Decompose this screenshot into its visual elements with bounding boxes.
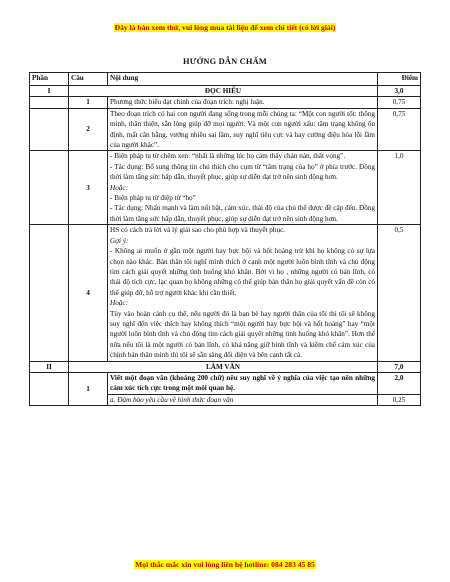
question-number: 1	[69, 372, 108, 405]
header-phan: Phần	[30, 73, 69, 86]
section-number: I	[30, 86, 69, 97]
answer-score: 0,75	[378, 108, 421, 151]
answer-line: - Không ai muốn ở gần một người hay bực bội và hốt hoảng trừ khi họ không có sự lựa chọn nào khác. Bản thân tôi nghĩ mình thích ở cạnh một người luôn bình tĩnh và chủ động tìm cách giải quyết những tình huống khó khăn. Bởi vì họ , những người có bản lĩnh, có thái độ tích cực, lạc quan họ không những có thể giúp bản thân họ giải quyết vấn đề còn có thể giúp đỡ, hỗ trợ người khác khi cần thiết.	[110, 247, 375, 297]
answer-line: - Biện pháp tu từ chêm xen: “nhất là những lúc họ cảm thấy chán nản, thất vọng”.	[110, 152, 346, 161]
section-number: II	[30, 361, 69, 372]
section-row-lam-van	[30, 361, 421, 372]
alternative-label: Hoặc:	[110, 183, 128, 192]
hotline-notice-text: Mọi thắc mắc xin vui lòng liên hệ hotline: 084 283 45 85	[135, 560, 315, 569]
grading-table	[29, 72, 421, 406]
section-score: 7,0	[378, 361, 421, 372]
answer-line: HS có cách trả lời và lý giải sao cho phù hợp và thuyết phục.	[110, 226, 286, 235]
table-row	[30, 151, 421, 225]
answer-line: - Tác dụng: Bổ sung thông tin chú thích cho cụm từ “tâm trạng của họ” ở phía trước. Đồng thời làm tăng sức hấp dẫn, thuyết phục, giúp sự diễn đạt trở nên sinh động hơn.	[110, 162, 375, 182]
section-score: 3,0	[378, 86, 421, 97]
table-row	[30, 108, 421, 151]
answer-content	[108, 151, 378, 225]
table-row	[30, 97, 421, 108]
answer-line: - Tác dụng: Nhấn mạnh và làm nổi bật, cảm xúc, thái độ của chủ thể được đề cập đến. Đồng thời làm tăng sức hấp dẫn, thuyết phục, giúp sự diễn đạt trở nên sinh động hơn.	[110, 204, 375, 223]
table-row	[30, 372, 421, 394]
section-title: ĐỌC HIỂU	[69, 86, 378, 97]
criterion-a: a. Đảm bảo yêu cầu về hình thức đoạn văn	[108, 394, 378, 405]
question-number: 2	[69, 108, 108, 151]
section-title: LÀM VĂN	[69, 361, 378, 372]
preview-notice-text: Đây là bản xem thử, vui lòng mua tài liệu để xem chi tiết (có lời giải)	[114, 23, 336, 32]
question-number: 1	[69, 97, 108, 108]
answer-content: Phương thức biểu đạt chính của đoạn trích: nghị luận.	[108, 97, 378, 108]
task-score: 2,0	[378, 372, 421, 394]
answer-score: 0,5	[378, 225, 421, 361]
header-cau: Câu	[69, 73, 108, 86]
table-row	[30, 225, 421, 361]
header-diem: Điểm	[378, 73, 421, 86]
hint-label: Gợi ý:	[110, 236, 129, 245]
section-row-doc-hieu	[30, 86, 421, 97]
criterion-a-score: 0,25	[378, 394, 421, 405]
preview-notice	[0, 23, 450, 32]
answer-score: 1,0	[378, 151, 421, 225]
answer-content: Theo đoạn trích có hai con người đang sống trong mỗi chúng ta: “Một con người tốt: thông minh, thân thiện, sẵn lòng giúp đỡ mọi người. Và một con người xấu: tâm trạng không ổn định, mất cân bằng, vướng nhiều sai lầm, suy nghĩ tiêu cực và hay cường điệu hóa lỗi lầm của người khác”.	[108, 108, 378, 151]
alternative-label: Hoặc:	[110, 299, 128, 308]
table-header-row	[30, 73, 421, 86]
question-number: 4	[69, 225, 108, 361]
answer-content	[108, 225, 378, 361]
answer-score: 0,75	[378, 97, 421, 108]
question-number: 3	[69, 151, 108, 225]
hotline-notice	[0, 560, 450, 569]
task-heading: Viết một đoạn văn (khoảng 200 chữ) nêu suy nghĩ về ý nghĩa của việc tạo nên những cảm xúc tích cực trong một môi quan hệ.	[108, 372, 378, 394]
page-title: HƯỚNG DẪN CHẤM	[183, 57, 267, 66]
answer-line: - Biện pháp tu từ điệp từ “họ”	[110, 194, 196, 203]
answer-line: Tùy vào hoàn cảnh cụ thể, nếu người đó là bạn bè hay người thân của tôi thì tôi sẽ không suy nghĩ đến việc thích hay không thích “một người hay bực bội và hốt hoảng” hay “một người luôn bình tĩnh và chủ động tìm cách giải quyết những tình huống khó khăn”. Hơn thế nữa nếu tôi là một người có bản lĩnh, có khả năng giữ bình tĩnh và kiềm chế cảm xúc của chính bản thân mình thì tôi sẽ sẵn sàng đối diện và bên cạnh tất cả.	[110, 309, 375, 360]
header-noidung: Nội dung	[108, 73, 378, 86]
